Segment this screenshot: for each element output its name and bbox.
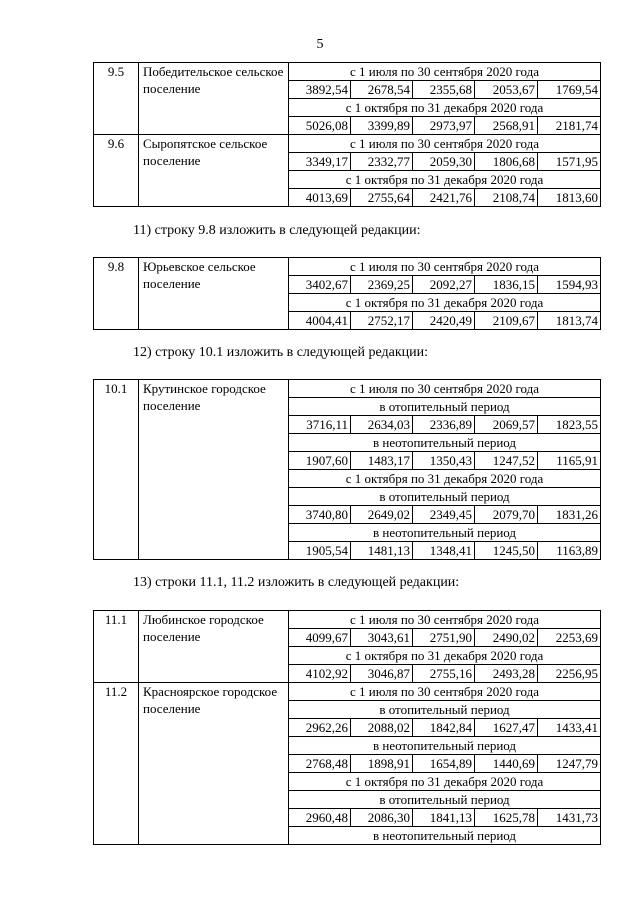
season-label: в неотопительный период <box>289 524 601 542</box>
tariff-value: 2369,25 <box>351 276 413 294</box>
tariff-value: 2490,02 <box>475 629 538 647</box>
season-label: в отопительный период <box>289 488 601 506</box>
period-label: с 1 июля по 30 сентября 2020 года <box>289 611 601 629</box>
settlement-name: Юрьевское сельское поселение <box>139 258 289 330</box>
period-label: с 1 октября по 31 декабря 2020 года <box>289 171 601 189</box>
tariff-value: 2568,91 <box>475 117 538 135</box>
tariff-value: 1907,60 <box>289 452 351 470</box>
tariff-value: 3892,54 <box>289 81 351 99</box>
tariff-value: 1842,84 <box>413 719 475 737</box>
season-label: в отопительный период <box>289 701 601 719</box>
tariff-value: 3740,80 <box>289 506 351 524</box>
tariff-value: 2421,76 <box>413 189 475 207</box>
settlement-name: Сыропятское сельское поселение <box>139 135 289 207</box>
tariff-value: 1348,41 <box>413 542 475 560</box>
tariff-value: 2752,17 <box>351 312 413 330</box>
page-number: 5 <box>316 37 324 52</box>
tariff-value: 2069,57 <box>475 416 538 434</box>
tariff-value: 2086,30 <box>351 809 413 827</box>
table-row <box>94 611 601 629</box>
tariff-value: 2493,28 <box>475 665 538 683</box>
tariff-table <box>93 379 601 560</box>
period-label: с 1 июля по 30 сентября 2020 года <box>289 258 601 276</box>
tariff-value: 2355,68 <box>413 81 475 99</box>
settlement-name: Красноярское городское поселение <box>139 683 289 845</box>
tariff-value: 4013,69 <box>289 189 351 207</box>
tariff-value: 2751,90 <box>413 629 475 647</box>
tariff-value: 2755,64 <box>351 189 413 207</box>
season-label: в неотопительный период <box>289 827 601 845</box>
tariff-value: 2678,54 <box>351 81 413 99</box>
period-label: с 1 октября по 31 декабря 2020 года <box>289 647 601 665</box>
tariff-value: 2962,26 <box>289 719 351 737</box>
row-number: 11.1 <box>94 611 139 683</box>
tariff-value: 1627,47 <box>475 719 538 737</box>
tariff-value: 2253,69 <box>538 629 601 647</box>
period-label: с 1 июля по 30 сентября 2020 года <box>289 380 601 398</box>
period-label: с 1 июля по 30 сентября 2020 года <box>289 683 601 701</box>
tariff-value: 3399,89 <box>351 117 413 135</box>
tariff-table <box>93 610 601 845</box>
tariff-value: 1625,78 <box>475 809 538 827</box>
tariff-value: 1440,69 <box>475 755 538 773</box>
settlement-name: Крутинское городское поселение <box>139 380 289 560</box>
tariff-value: 2420,49 <box>413 312 475 330</box>
tariff-value: 1481,13 <box>351 542 413 560</box>
tariff-value: 2181,74 <box>538 117 601 135</box>
tariff-value: 2768,48 <box>289 755 351 773</box>
row-number: 9.5 <box>94 63 139 135</box>
tariff-value: 1813,74 <box>538 312 601 330</box>
tariff-value: 1431,73 <box>538 809 601 827</box>
settlement-name: Любинское городское поселение <box>139 611 289 683</box>
season-label: в неотопительный период <box>289 434 601 452</box>
tariff-value: 1836,15 <box>475 276 538 294</box>
tariff-table <box>93 257 601 330</box>
tariff-table <box>93 62 601 207</box>
tariff-value: 1433,41 <box>538 719 601 737</box>
paragraph-rows-11: 13) строки 11.1, 11.2 изложить в следующей редакции: <box>133 575 460 590</box>
season-label: в отопительный период <box>289 791 601 809</box>
tariff-value: 1247,79 <box>538 755 601 773</box>
table-block-2 <box>93 257 601 330</box>
period-label: с 1 октября по 31 декабря 2020 года <box>289 773 601 791</box>
period-label: с 1 октября по 31 декабря 2020 года <box>289 294 601 312</box>
tariff-value: 2960,48 <box>289 809 351 827</box>
period-label: с 1 октября по 31 декабря 2020 года <box>289 99 601 117</box>
table-row <box>94 135 601 153</box>
period-label: с 1 июля по 30 сентября 2020 года <box>289 63 601 81</box>
tariff-value: 3046,87 <box>351 665 413 683</box>
paragraph-row-9-8: 11) строку 9.8 изложить в следующей редакции: <box>133 223 421 238</box>
tariff-value: 1571,95 <box>538 153 601 171</box>
tariff-value: 1823,55 <box>538 416 601 434</box>
tariff-value: 2336,89 <box>413 416 475 434</box>
tariff-value: 3716,11 <box>289 416 351 434</box>
tariff-value: 1813,60 <box>538 189 601 207</box>
tariff-value: 2349,45 <box>413 506 475 524</box>
tariff-value: 3043,61 <box>351 629 413 647</box>
row-number: 11.2 <box>94 683 139 845</box>
tariff-value: 3402,67 <box>289 276 351 294</box>
tariff-value: 2079,70 <box>475 506 538 524</box>
tariff-value: 1594,93 <box>538 276 601 294</box>
tariff-value: 1831,26 <box>538 506 601 524</box>
tariff-value: 1165,91 <box>538 452 601 470</box>
tariff-value: 2092,27 <box>413 276 475 294</box>
tariff-value: 1245,50 <box>475 542 538 560</box>
tariff-value: 2649,02 <box>351 506 413 524</box>
tariff-value: 1350,43 <box>413 452 475 470</box>
tariff-value: 2256,95 <box>538 665 601 683</box>
tariff-value: 1247,52 <box>475 452 538 470</box>
tariff-value: 5026,08 <box>289 117 351 135</box>
tariff-value: 4004,41 <box>289 312 351 330</box>
tariff-value: 2634,03 <box>351 416 413 434</box>
tariff-value: 2755,16 <box>413 665 475 683</box>
tariff-value: 1841,13 <box>413 809 475 827</box>
season-label: в неотопительный период <box>289 737 601 755</box>
season-label: в отопительный период <box>289 398 601 416</box>
settlement-name: Победительское сельское поселение <box>139 63 289 135</box>
table-row <box>94 683 601 701</box>
table-block-1 <box>93 62 601 207</box>
tariff-value: 2973,97 <box>413 117 475 135</box>
tariff-value: 2108,74 <box>475 189 538 207</box>
table-block-3 <box>93 379 601 560</box>
tariff-value: 4099,67 <box>289 629 351 647</box>
table-row <box>94 63 601 81</box>
tariff-value: 1483,17 <box>351 452 413 470</box>
tariff-value: 2109,67 <box>475 312 538 330</box>
tariff-value: 2332,77 <box>351 153 413 171</box>
table-row <box>94 380 601 398</box>
table-row <box>94 258 601 276</box>
row-number: 9.8 <box>94 258 139 330</box>
tariff-value: 1654,89 <box>413 755 475 773</box>
tariff-value: 3349,17 <box>289 153 351 171</box>
tariff-value: 1806,68 <box>475 153 538 171</box>
tariff-value: 1905,54 <box>289 542 351 560</box>
tariff-value: 1769,54 <box>538 81 601 99</box>
period-label: с 1 июля по 30 сентября 2020 года <box>289 135 601 153</box>
tariff-value: 1898,91 <box>351 755 413 773</box>
paragraph-row-10-1: 12) строку 10.1 изложить в следующей редакции: <box>133 345 429 360</box>
tariff-value: 2053,67 <box>475 81 538 99</box>
table-block-4 <box>93 610 601 845</box>
period-label: с 1 октября по 31 декабря 2020 года <box>289 470 601 488</box>
tariff-value: 1163,89 <box>538 542 601 560</box>
tariff-value: 4102,92 <box>289 665 351 683</box>
row-number: 9.6 <box>94 135 139 207</box>
row-number: 10.1 <box>94 380 139 560</box>
tariff-value: 2088,02 <box>351 719 413 737</box>
tariff-value: 2059,30 <box>413 153 475 171</box>
